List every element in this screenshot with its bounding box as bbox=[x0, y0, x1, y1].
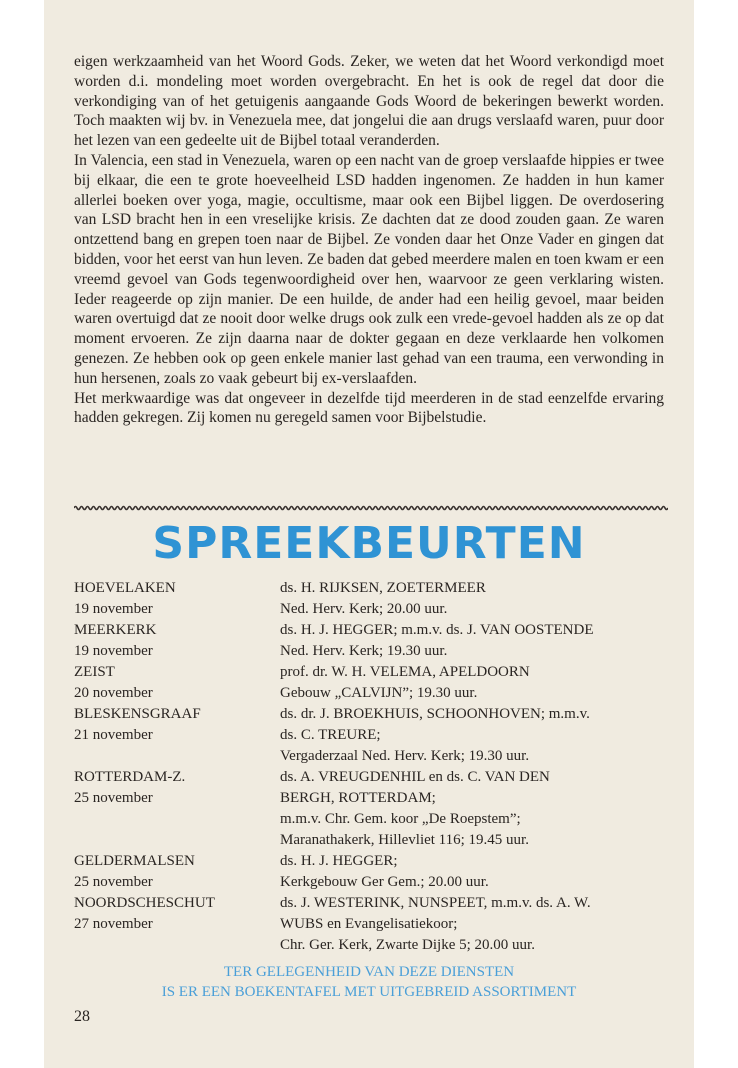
event-item bbox=[74, 893, 670, 956]
paragraph: eigen werkzaamheid van het Woord Gods. Zeker, we weten dat het Woord verkondigd moet worden d.i. mondeling moet worden overgebracht. En het is ook de regel dat door die verkondiging van of het getuigenis aangaande Gods Woord de bekeringen bewerkt worden. Toch maakten wij bv. in Venezuela mee, dat jongelui die aan drugs verslaafd waren, puur door het lezen van een gedeelte uit de Bijbel totaal veranderden. bbox=[74, 53, 664, 150]
paragraph: Het merkwaardige was dat ongeveer in dezelfde tijd meerderen in de stad eenzelfde ervaring hadden gekregen. Zij komen nu geregeld samen voor Bijbelstudie. bbox=[74, 389, 664, 427]
page-number: 28 bbox=[74, 1008, 90, 1025]
event-place: BLESKENSGRAAF bbox=[74, 706, 201, 722]
paragraph: In Valencia, een stad in Venezuela, waren op een nacht van de groep verslaafde hippies er twee bij elkaar, die een te grote hoeveelheid LSD hadden ingenomen. Ze hadden in hun kamer allerlei boeken over yoga, magie, occultisme, maar ook een Bijbel liggen. De overdosering van LSD bracht hen in een vreselijke krisis. Ze dachten dat ze dood zouden gaan. Ze waren ontzettend bang en grepen toen naar de Bijbel. Ze vonden daar het Onze Vader en gingen dat bidden, voor het eerst van hun leven. Ze baden dat gebed meerdere malen en toen kwam er een vreemd gevoel van Gods tegenwoordigheid over hen, waarvoor ze geen verklaring wisten. Ieder reageerde op zijn manier. De een huilde, de ander had een heilig gevoel, maar beiden waren overtuigd dat ze nooit door welke drugs ook zulk een vrede-gevoel hadden als ze op dat moment ervoeren. Ze zijn daarna naar de dokter gegaan en deze verklaarde hen volkomen genezen. Ze hebben ook op geen enkele manier last gehad van een trauma, een verwonding in hun hersenen, zoals zo vaak gebeurt bij ex-verslaafden. bbox=[74, 151, 664, 387]
spreekbeurten-banner: SPREEKBEURTEN bbox=[152, 518, 586, 569]
event-speaker-cont: ds. C. TREURE; bbox=[280, 727, 381, 743]
event-speaker: ds. H. J. HEGGER; m.m.v. ds. J. VAN OOSTENDE bbox=[280, 622, 594, 638]
event-item bbox=[74, 851, 670, 893]
event-speaker-cont: WUBS en Evangelisatiekoor; bbox=[280, 916, 458, 932]
event-date: 19 november bbox=[74, 643, 153, 659]
event-place: MEERKERK bbox=[74, 622, 157, 638]
page bbox=[44, 0, 694, 1068]
event-list bbox=[74, 578, 670, 956]
event-speaker: ds. A. VREUGDENHIL en ds. C. VAN DEN bbox=[280, 769, 550, 785]
event-place: ZEIST bbox=[74, 664, 115, 680]
event-place: ROTTERDAM-Z. bbox=[74, 769, 186, 785]
event-item bbox=[74, 620, 670, 662]
event-item bbox=[74, 662, 670, 704]
event-date: 19 november bbox=[74, 601, 153, 617]
event-place: HOEVELAKEN bbox=[74, 580, 176, 596]
event-location: Vergaderzaal Ned. Herv. Kerk; 19.30 uur. bbox=[280, 748, 530, 764]
event-date: 25 november bbox=[74, 874, 153, 890]
event-date: 27 november bbox=[74, 916, 153, 932]
event-item bbox=[74, 578, 670, 620]
event-location: Maranathakerk, Hillevliet 116; 19.45 uur. bbox=[280, 832, 529, 848]
event-place: NOORDSCHESCHUT bbox=[74, 895, 215, 911]
event-location: Gebouw „CALVIJN”; 19.30 uur. bbox=[280, 685, 478, 701]
event-speaker: prof. dr. W. H. VELEMA, APELDOORN bbox=[280, 664, 530, 680]
event-location: Chr. Ger. Kerk, Zwarte Dijke 5; 20.00 uur. bbox=[280, 937, 535, 953]
article-body bbox=[74, 52, 664, 428]
event-location: Ned. Herv. Kerk; 20.00 uur. bbox=[280, 601, 448, 617]
event-speaker-cont: BERGH, ROTTERDAM; bbox=[280, 790, 436, 806]
event-location: Kerkgebouw Ger Gem.; 20.00 uur. bbox=[280, 874, 489, 890]
event-location: Ned. Herv. Kerk; 19.30 uur. bbox=[280, 643, 448, 659]
event-date: 25 november bbox=[74, 790, 153, 806]
event-item bbox=[74, 767, 670, 851]
bookstall-note bbox=[44, 962, 694, 1002]
wavy-divider bbox=[74, 504, 668, 512]
bookstall-note-line: IS ER EEN BOEKENTAFEL MET UITGEBREID ASSORTIMENT bbox=[161, 984, 577, 1000]
event-choir: m.m.v. Chr. Gem. koor „De Roepstem”; bbox=[280, 811, 521, 827]
event-speaker: ds. H. RIJKSEN, ZOETERMEER bbox=[280, 580, 486, 596]
event-date: 21 november bbox=[74, 727, 153, 743]
event-speaker: ds. J. WESTERINK, NUNSPEET, m.m.v. ds. A. W. bbox=[280, 895, 591, 911]
event-date: 20 november bbox=[74, 685, 153, 701]
bookstall-note-line: TER GELEGENHEID VAN DEZE DIENSTEN bbox=[223, 964, 515, 980]
event-speaker: ds. H. J. HEGGER; bbox=[280, 853, 398, 869]
event-place: GELDERMALSEN bbox=[74, 853, 195, 869]
event-item bbox=[74, 704, 670, 767]
event-speaker: ds. dr. J. BROEKHUIS, SCHOONHOVEN; m.m.v. bbox=[280, 706, 590, 722]
